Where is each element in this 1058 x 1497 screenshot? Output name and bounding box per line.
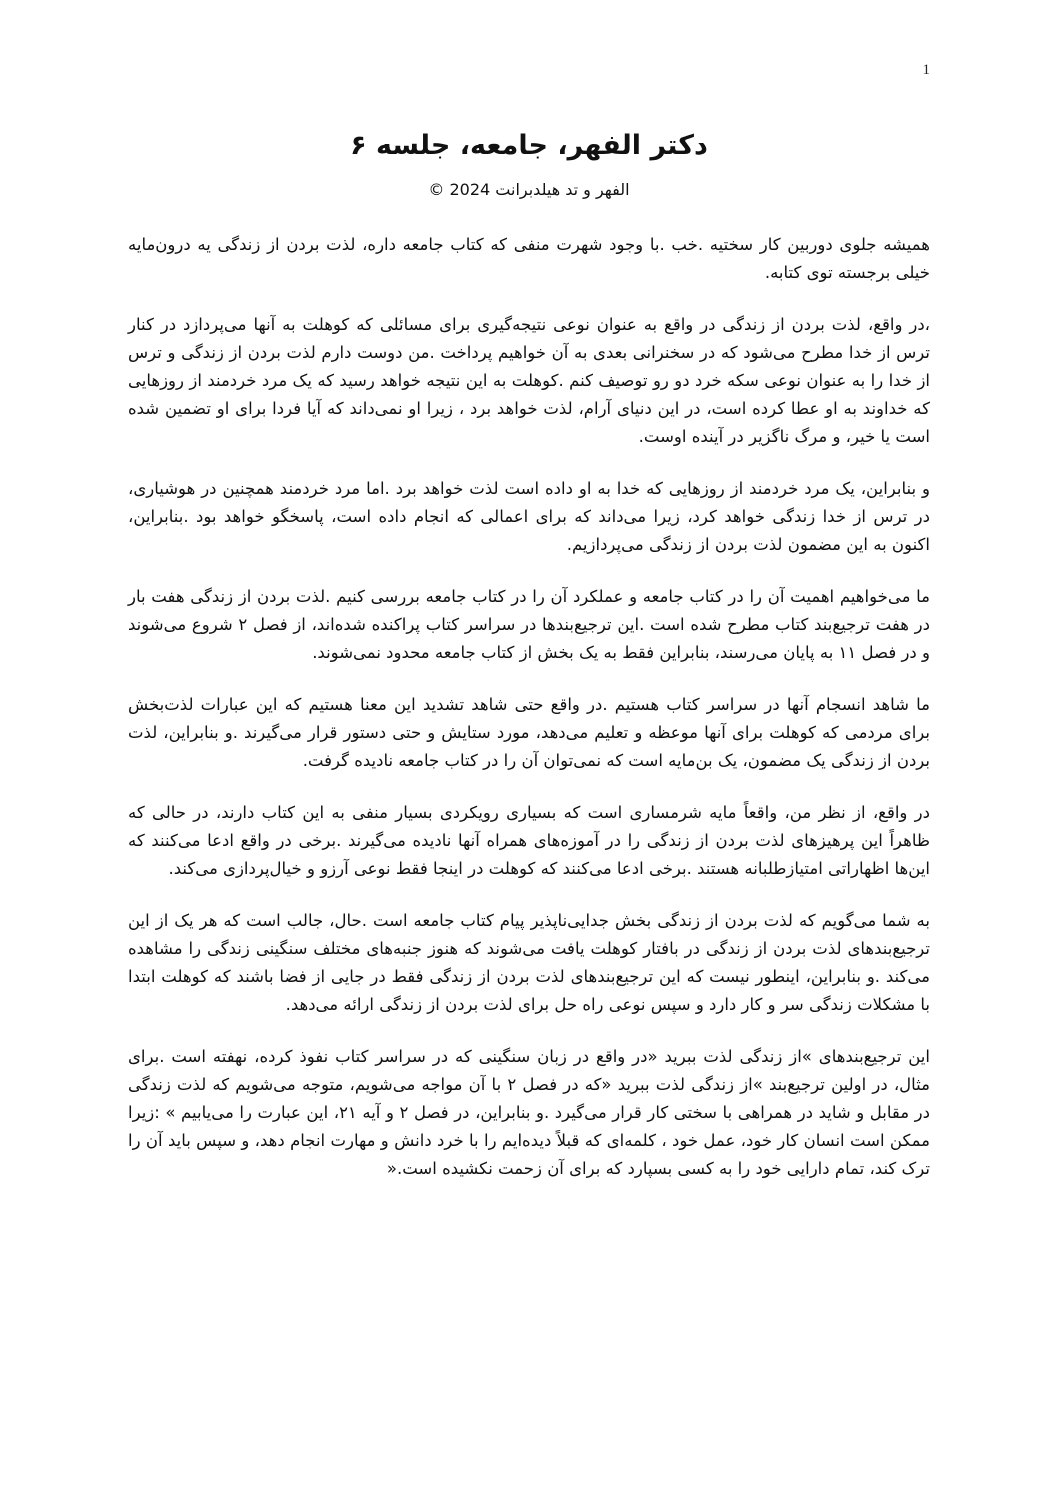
paragraph-8: این ترجیع‌بندهای »از زندگی لذت ببرید «در واقع در زبان سنگینی که در سراسر کتاب نفوذ کرده، نهفته است .برای مثال، در اولین ترجیع‌بند »از زندگی لذت ببرید «که در فصل ۲ با آن مواجه می‌شویم، متوجه می‌شویم که لذت زندگی در مقابل و شاید در همراهی با سختی کار قرار می‌گیرد .و بنابراین، در فصل ۲ و آیه ۲۱، این عبارت را می‌یابیم » :زیرا ممکن است انسان کار خود، عمل خود ، کلمه‌ای که قبلاً دیده‌ایم را با خرد دانش و مهارت انجام دهد، و سپس باید آن را ترک کند، تمام دارایی خود را به کسی بسپارد که برای آن زحمت نکشیده است.«: [128, 1047, 930, 1178]
paragraph-5: ما شاهد انسجام آنها در سراسر کتاب هستیم .در واقع حتی شاهد تشدید این معنا هستیم که این عبارات لذت‌بخش برای مردمی که کوهلت برای آنها موعظه و تعلیم می‌دهد، مورد ستایش و حتی دستور قرار می‌گیرند .و بنابراین، لذت بردن از زندگی یک مضمون، یک بن‌مایه است که نمی‌توان آن را در کتاب جامعه نادیده گرفت.: [128, 695, 930, 770]
copyright-line: الفهر و تد هیلدبرانت 2024 ©: [428, 180, 630, 199]
paragraph-2: ،در واقع، لذت بردن از زندگی در واقع به عنوان نوعی نتیجه‌گیری برای مسائلی که کوهلت به آنها می‌پردازد در کنار ترس از خدا مطرح می‌شود که در سخنرانی بعدی به آن خواهیم پرداخت .من دوست دارم لذت بردن از زندگی و ترس از خدا را به عنوان نوعی سکه خرد دو رو توصیف کنم .کوهلت به این نتیجه خواهد رسید که یک مرد خردمند از روزهایی که خداوند به او عطا کرده است، در این دنیای آرام، لذت خواهد برد ، زیرا او نمی‌داند که آیا فردا برای او تضمین شده است یا خیر، و مرگ ناگزیر در آینده اوست.: [128, 315, 930, 446]
page-number: 1: [922, 62, 930, 78]
paragraph-4: ما می‌خواهیم اهمیت آن را در کتاب جامعه و عملکرد آن را در کتاب جامعه بررسی کنیم .لذت بردن از زندگی هفت بار در هفت ترجیع‌بند کتاب مطرح شده است .این ترجیع‌بندها در سراسر کتاب پراکنده شده‌اند، از فصل ۲ شروع می‌شوند و در فصل ۱۱ به پایان می‌رسند، بنابراین فقط به یک بخش از کتاب جامعه محدود نمی‌شوند.: [128, 587, 930, 662]
document-title: دکتر الفهر، جامعه، جلسه ۶: [350, 130, 708, 161]
paragraph-7: به شما می‌گویم که لذت بردن از زندگی بخش جدایی‌ناپذیر پیام کتاب جامعه است .حال، جالب است که هر یک از این ترجیع‌بندهای لذت بردن از زندگی در بافتار کوهلت یافت می‌شوند که هنوز جنبه‌های مختلف سنگینی زندگی را مشاهده می‌کند .و بنابراین، اینطور نیست که این ترجیع‌بندهای لذت بردن از زندگی فقط در جایی از فضا باشند که کوهلت ابتدا با مشکلات زندگی سر و کار دارد و سپس نوعی راه حل برای لذت بردن از زندگی ارائه می‌دهد.: [128, 911, 930, 1014]
paragraph-3: و بنابراین، یک مرد خردمند از روزهایی که خدا به او داده است لذت خواهد برد .اما مرد خردمند همچنین در هوشیاری، در ترس از خدا زندگی خواهد کرد، زیرا می‌داند که برای اعمالی که انجام داده است، پاسخگو خواهد بود .بنابراین، اکنون به این مضمون لذت بردن از زندگی می‌پردازیم.: [128, 479, 930, 554]
document-body: [128, 231, 930, 1207]
paragraph-1: همیشه جلوی دوربین کار سختیه .خب .با وجود شهرت منفی که کتاب جامعه داره، لذت بردن از زندگی یه درون‌مایه خیلی برجسته توی کتابه.: [128, 235, 930, 282]
paragraph-6: در واقع، از نظر من، واقعاً مایه شرمساری است که بسیاری رویکردی بسیار منفی به این کتاب دارند، در حالی که ظاهراً این پرهیزهای لذت بردن از زندگی را در آموزه‌های همراه آنها نادیده می‌گیرند .برخی در واقع ادعا می‌کنند که این‌ها اظهاراتی امتیازطلبانه هستند .برخی ادعا می‌کنند که کوهلت در اینجا فقط نوعی آرزو و خیال‌پردازی می‌کند.: [128, 803, 930, 878]
